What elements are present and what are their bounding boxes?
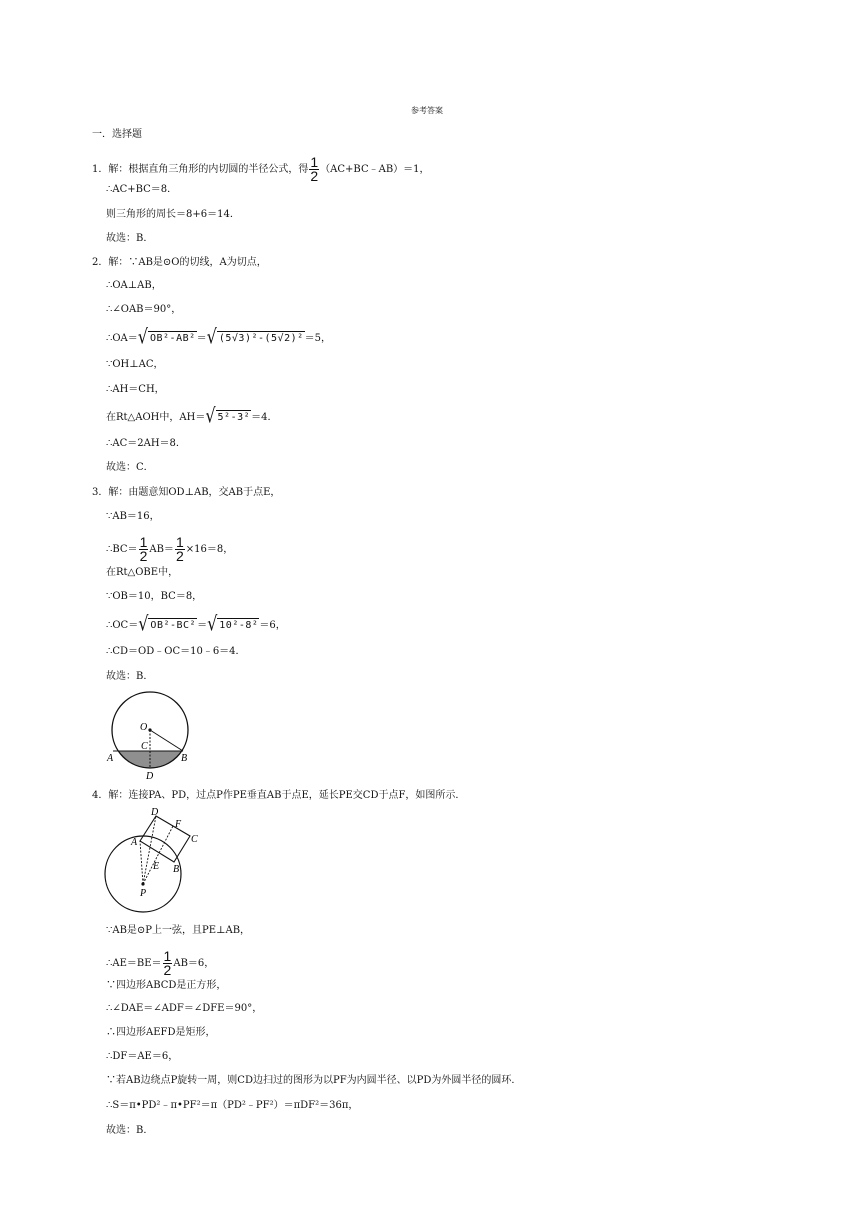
q2-text-7b: ＝4． xyxy=(251,412,278,423)
q2-line-8: ∴AC＝2AH＝8． xyxy=(106,438,186,449)
q4-line-8: ∵若AB边绕点P旋转一周，则CD边扫过的图形为以PF为内圆半径、以PD为外圆半径的圆环． xyxy=(106,1075,522,1086)
q3-fraction-1 xyxy=(139,536,149,563)
q3-line-5: ∵OB＝10，BC＝8， xyxy=(106,591,203,602)
q4-line-4: ∵四边形ABCD是正方形， xyxy=(106,980,227,991)
q3-line-7: ∴CD＝OD﹣OC＝10﹣6＝4． xyxy=(106,646,246,657)
q4-text-a: ∴AE＝BE＝ xyxy=(106,958,162,969)
q3-text-6b: ＝6， xyxy=(259,620,286,631)
q3-line-2: ∵AB＝16， xyxy=(106,511,160,522)
q1-text-b: （AC+BC﹣AB）＝1， xyxy=(320,164,430,175)
q2-radical-3: 5²-3² xyxy=(217,412,251,423)
q2-text-a: ∴OA＝ xyxy=(106,333,138,344)
sqrt-sign-icon: √ xyxy=(138,611,149,636)
label-a: A xyxy=(107,753,114,764)
q3-line-6 xyxy=(106,611,286,636)
square-abcd xyxy=(140,816,190,862)
q3-equals: ＝ xyxy=(197,620,208,631)
q3-text-c: ×16＝8， xyxy=(185,544,234,555)
line-pa xyxy=(140,841,143,884)
q3-line-4: 在Rt△OBE中， xyxy=(106,567,179,578)
label-e: E xyxy=(153,861,160,872)
frac-numerator: 1 xyxy=(175,534,184,550)
frac-numerator: 1 xyxy=(163,948,172,964)
page-title: 参考答案 xyxy=(411,106,443,115)
q1-line-3: 则三角形的周长＝8+6＝14． xyxy=(106,209,240,220)
q3-line-8: 故选：B． xyxy=(106,671,154,682)
center-point xyxy=(141,882,144,885)
q3-radical-2: 10²-8² xyxy=(219,620,259,631)
label-a: A xyxy=(131,837,138,848)
q2-line-7 xyxy=(106,403,278,428)
q2-line-1: 2．解：∵AB是⊙O的切线，A为切点， xyxy=(92,257,267,268)
label-p: P xyxy=(140,888,147,899)
frac-denominator: 2 xyxy=(310,168,319,184)
q2-line-4 xyxy=(106,324,332,349)
q3-text-6a: ∴OC＝ xyxy=(106,620,139,631)
label-c: C xyxy=(191,834,198,845)
q2-line-6: ∴AH＝CH， xyxy=(106,384,165,395)
q2-text-7a: 在Rt△AOH中，AH＝ xyxy=(106,412,206,423)
q2-equals: ＝ xyxy=(196,333,207,344)
q2-line-2: ∴OA⊥AB， xyxy=(106,280,162,291)
q1-text-a: 1．解：根据直角三角形的内切圆的半径公式，得 xyxy=(92,164,309,175)
q3-line-3 xyxy=(106,536,233,563)
q3-text-b: AB＝ xyxy=(149,544,174,555)
q2-text-b: ＝5， xyxy=(304,333,332,344)
q2-radical-2: (5√3)²-(5√2)² xyxy=(218,333,304,344)
sqrt-sign-icon: √ xyxy=(206,324,217,349)
q3-radical-1: OB²-BC² xyxy=(150,620,197,631)
q2-radical-1: OB²-AB² xyxy=(150,333,196,344)
q1-fraction xyxy=(309,156,319,183)
q4-line-5: ∴∠DAE＝∠ADF＝∠DFE＝90°， xyxy=(106,1003,263,1014)
q3-fraction-2 xyxy=(175,536,185,563)
q4-line-6: ∴四边形AEFD是矩形， xyxy=(106,1027,216,1038)
frac-denominator: 2 xyxy=(163,962,172,978)
label-o: O xyxy=(140,722,148,733)
q3-line-1: 3．解：由题意知OD⊥AB，交AB于点E， xyxy=(92,487,281,498)
label-f: F xyxy=(175,819,182,830)
label-b: B xyxy=(181,753,188,764)
q4-line-7: ∴DF＝AE＝6， xyxy=(106,1051,179,1062)
q3-text-a: ∴BC＝ xyxy=(106,544,138,555)
q2-line-9: 故选：C． xyxy=(106,462,154,473)
frac-numerator: 1 xyxy=(139,534,148,550)
label-b: B xyxy=(173,864,180,875)
q4-square-circle-figure xyxy=(102,805,206,917)
q1-line-2: ∴AC+BC＝8． xyxy=(106,184,178,195)
line-pf xyxy=(143,826,173,884)
frac-denominator: 2 xyxy=(139,548,148,564)
section-heading: 一．选择题 xyxy=(92,129,142,140)
q4-line-1: 4．解：连接PA、PD，过点P作PE垂直AB于点E，延长PE交CD于点F，如图所示． xyxy=(92,790,466,801)
frac-numerator: 1 xyxy=(310,154,319,170)
q4-text-b: AB＝6， xyxy=(173,958,215,969)
q1-line-4: 故选：B． xyxy=(106,233,154,244)
q2-line-5: ∵OH⊥AC， xyxy=(106,359,164,370)
label-d: D xyxy=(146,771,154,782)
q4-fraction xyxy=(163,950,173,977)
sqrt-sign-icon: √ xyxy=(207,611,218,636)
q3-circle-figure xyxy=(104,690,200,782)
sqrt-sign-icon: √ xyxy=(137,324,148,349)
q2-line-3: ∴∠OAB＝90°， xyxy=(106,304,182,315)
line-ob xyxy=(150,730,183,751)
frac-denominator: 2 xyxy=(175,548,184,564)
q4-line-9: ∴S＝π•PD²﹣π•PF²＝π（PD²﹣PF²）＝πDF²＝36π， xyxy=(106,1100,359,1111)
q4-line-2: ∵AB是⊙P上一弦，且PE⊥AB， xyxy=(106,925,251,936)
q4-line-10: 故选：B． xyxy=(106,1125,154,1136)
center-point xyxy=(148,728,151,731)
q1-line-1 xyxy=(92,156,430,183)
label-d: D xyxy=(151,807,159,818)
q4-line-3 xyxy=(106,950,214,977)
sqrt-sign-icon: √ xyxy=(205,403,216,428)
label-c: C xyxy=(141,741,148,752)
circle-p xyxy=(105,836,181,912)
